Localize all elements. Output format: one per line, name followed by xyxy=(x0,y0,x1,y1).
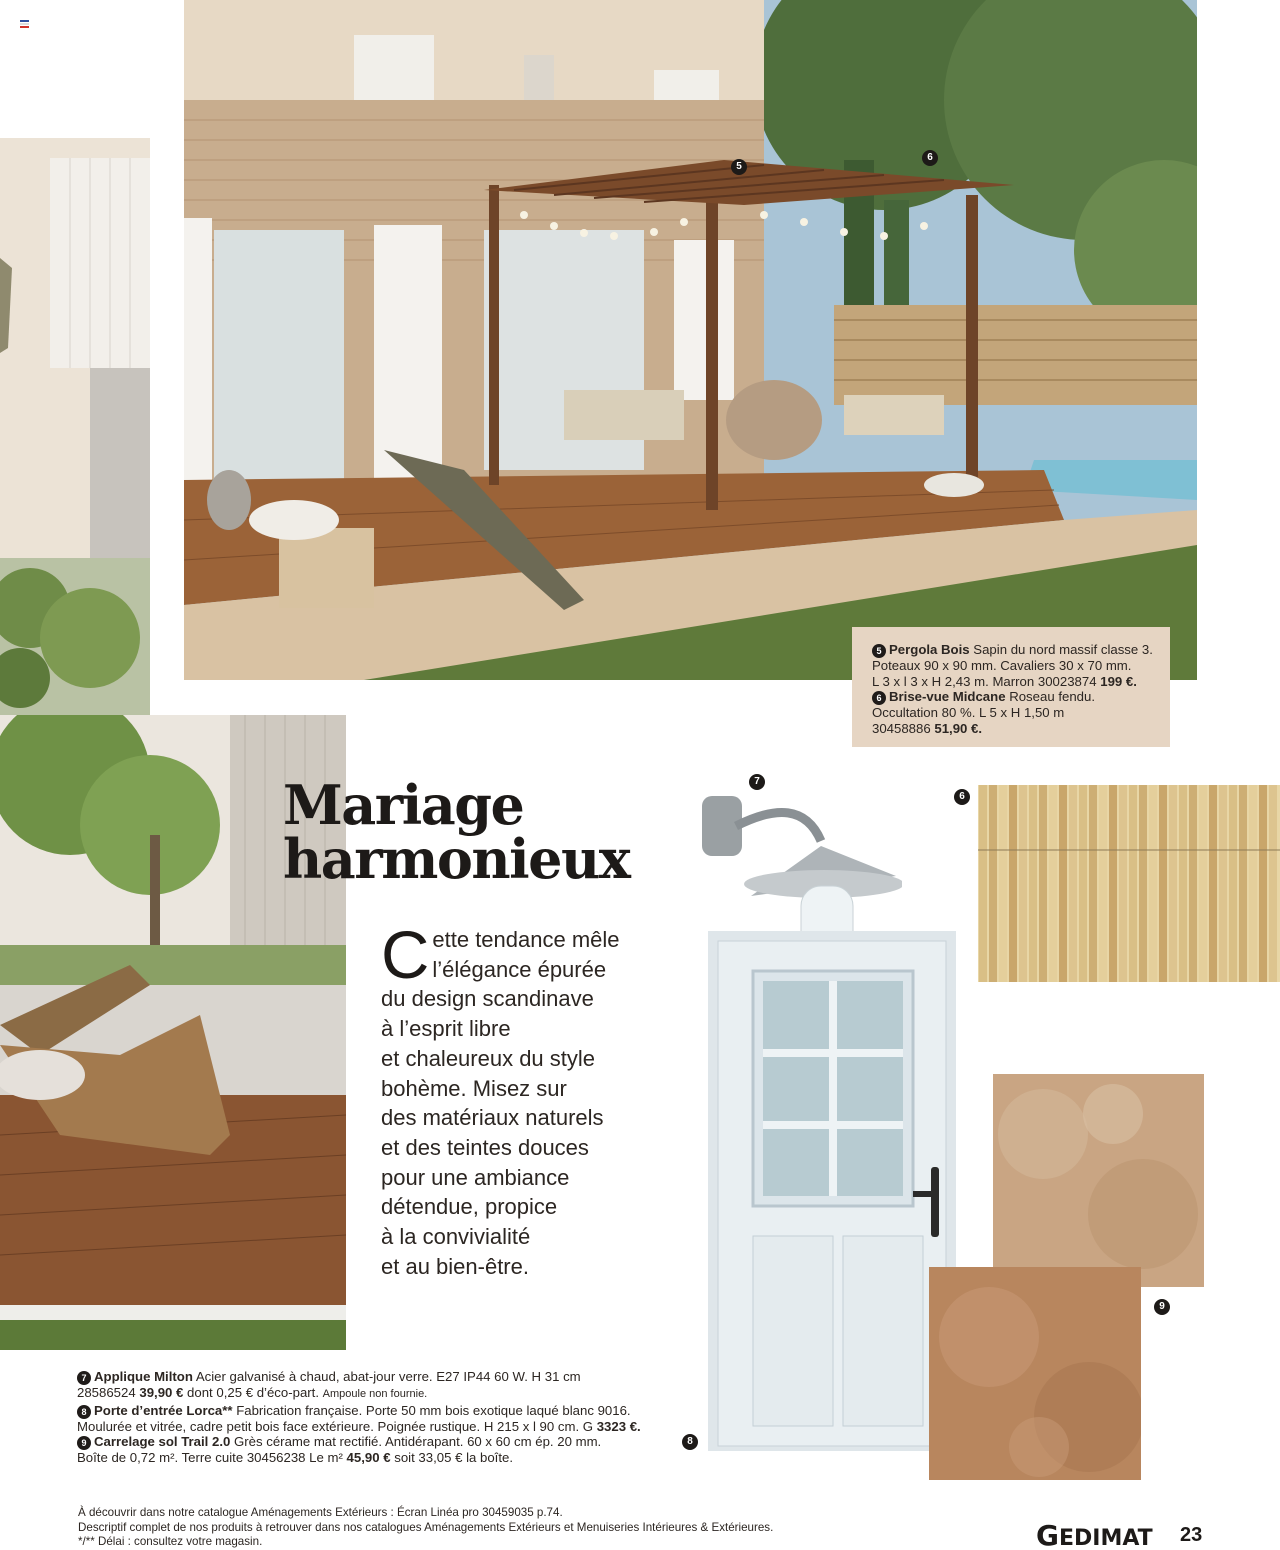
reed-stalk xyxy=(1119,785,1127,982)
product-desc-door: Fabrication française. Porte 50 mm bois exotique laqué blanc 9016. xyxy=(236,1402,631,1418)
entry-door-image xyxy=(708,931,956,1451)
intro-line: bohème. Misez sur xyxy=(381,1075,567,1101)
badge-7: 7 xyxy=(77,1371,91,1385)
reed-stalk xyxy=(1209,785,1217,982)
eco-part-lamp: dont 0,25 € d’éco-part. xyxy=(187,1385,319,1400)
reed-screen-image xyxy=(978,785,1280,982)
product-name-brisevue: Brise-vue Midcane xyxy=(889,689,1006,704)
tile-sample-back xyxy=(993,1074,1204,1287)
reed-stalk xyxy=(1019,785,1027,982)
reed-stalk xyxy=(979,785,987,982)
reed-stalk xyxy=(989,785,997,982)
product-desc-tile: Grès cérame mat rectifié. Antidérapant. 60 x 60 cm ép. 20 mm. xyxy=(234,1434,602,1449)
tile-sample-front xyxy=(929,1267,1141,1480)
reed-stalk xyxy=(1169,785,1177,982)
desc-tile-2: Boîte de 0,72 m². Terre cuite 30456238 Le m² xyxy=(77,1450,343,1465)
headline-line1: Mariage xyxy=(283,773,524,837)
intro-line: l’élégance épurée xyxy=(432,956,607,982)
price-tile: 45,90 € xyxy=(346,1450,391,1465)
reed-stalk xyxy=(1129,785,1137,982)
reed-stalk xyxy=(1179,785,1187,982)
headline xyxy=(283,773,630,891)
reed-stalk xyxy=(1039,785,1047,982)
product-name-lamp: Applique Milton xyxy=(94,1369,193,1384)
reed-stalk xyxy=(1269,785,1277,982)
badge-5: 5 xyxy=(872,644,886,658)
footer-line: */** Délai : consultez votre magasin. xyxy=(78,1535,263,1548)
product-8-price-line xyxy=(77,1419,687,1435)
page-number: 23 xyxy=(1180,1524,1203,1546)
price-lamp: 39,90 € xyxy=(139,1385,184,1400)
caption-line: Occultation 80 %. L 5 x H 1,50 m xyxy=(872,705,1065,720)
caption-line: Poteaux 90 x 90 mm. Cavaliers 30 x 70 mm. xyxy=(872,658,1132,673)
badge-9: 9 xyxy=(77,1436,91,1450)
caption-ref: L 3 x l 3 x H 2,43 m. Marron 30023874 xyxy=(872,673,1097,689)
reed-stalk xyxy=(1229,785,1237,982)
note-lamp: Ampoule non fournie. xyxy=(322,1388,428,1400)
product-7 xyxy=(77,1369,687,1385)
callout-7: 7 xyxy=(749,774,765,790)
reed-stalk xyxy=(1099,785,1107,982)
reed-stalk xyxy=(1249,785,1257,982)
callout-6: 6 xyxy=(922,150,938,166)
caption-ref: 30458886 xyxy=(872,720,931,736)
caption-line xyxy=(872,721,1160,737)
callout-5: 5 xyxy=(731,159,747,175)
brand-logo-rest: EDIMAT xyxy=(1058,1526,1153,1550)
footer-line: À découvrir dans notre catalogue Aménagements Extérieurs : Écran Linéa pro 30459035 p.74. xyxy=(78,1506,563,1519)
footer-notes xyxy=(78,1506,773,1550)
product-name-tile: Carrelage sol Trail 2.0 xyxy=(94,1434,231,1449)
intro-line: ette tendance mêle xyxy=(432,927,620,952)
pergola-terrace-photo xyxy=(184,0,1197,680)
reed-stalk xyxy=(1219,785,1227,982)
price-pergola: 199 €. xyxy=(1100,673,1137,689)
product-desc-pergola: Sapin du nord massif classe 3. xyxy=(973,642,1153,657)
reed-stalk xyxy=(1139,785,1147,982)
product-name-door: Porte d’entrée Lorca** xyxy=(94,1402,233,1418)
badge-6: 6 xyxy=(872,691,886,705)
reed-stalk xyxy=(1149,785,1157,982)
intro-line: à l’esprit libre xyxy=(381,1016,511,1042)
caption-item-6 xyxy=(872,689,1160,705)
intro-line: des matériaux naturels xyxy=(381,1105,604,1131)
intro-paragraph xyxy=(381,918,701,1281)
reed-stalk xyxy=(1079,785,1087,982)
callout-8: 8 xyxy=(682,1434,698,1450)
intro-line: et chaleureux du style xyxy=(381,1045,596,1071)
reed-stalk xyxy=(1159,785,1167,982)
intro-line: du design scandinave xyxy=(381,986,594,1012)
intro-line: détendue, propice xyxy=(381,1194,558,1220)
price-door: 3323 €. xyxy=(596,1418,641,1434)
suffix-tile: soit 33,05 € la boîte. xyxy=(394,1450,513,1465)
reed-stalk xyxy=(1239,785,1247,982)
product-desc-brisevue: Roseau fendu. xyxy=(1009,689,1095,704)
price-brisevue: 51,90 €. xyxy=(934,720,983,736)
caption-pergola-brisevue xyxy=(852,627,1170,747)
product-8 xyxy=(77,1403,687,1419)
caption-item-5 xyxy=(872,642,1160,658)
reed-stalk xyxy=(1059,785,1067,982)
caption-line xyxy=(872,674,1160,690)
intro-line: pour une ambiance xyxy=(381,1164,570,1190)
badge-8: 8 xyxy=(77,1405,91,1419)
product-7-price-line xyxy=(77,1385,687,1403)
reed-stalk xyxy=(1109,785,1117,982)
left-facade-photo xyxy=(0,138,150,715)
callout-6-reed: 6 xyxy=(954,789,970,805)
product-desc-lamp: Acier galvanisé à chaud, abat-jour verre. E27 IP44 60 W. H 31 cm xyxy=(195,1369,581,1384)
product-9 xyxy=(77,1434,687,1450)
headline-line2: harmonieux xyxy=(283,827,630,891)
product-name-pergola: Pergola Bois xyxy=(889,642,970,657)
reed-stalk xyxy=(1069,785,1077,982)
reed-stalk xyxy=(1259,785,1267,982)
product-9-price-line xyxy=(77,1450,687,1466)
intro-line: à la convivialité xyxy=(381,1224,531,1250)
reed-stalk xyxy=(999,785,1007,982)
reed-stalk xyxy=(1089,785,1097,982)
ref-lamp: 28586524 xyxy=(77,1385,136,1400)
reed-stalk xyxy=(1199,785,1207,982)
brand-logo xyxy=(1036,1519,1153,1550)
desc-door-2: Moulurée et vitrée, cadre petit bois face extérieure. Poignée rustique. H 215 x l 90 cm. G xyxy=(77,1418,594,1434)
brand-logo-initial: G xyxy=(1036,1519,1059,1550)
reed-stalk xyxy=(1049,785,1057,982)
intro-line: et des teintes douces xyxy=(381,1134,589,1160)
product-descriptions xyxy=(77,1369,687,1466)
footer-line: Descriptif complet de nos produits à retrouver dans nos catalogues Aménagements Extérieurs et Menuiseries Intérieures & Extérieures. xyxy=(78,1520,774,1534)
dropcap: C xyxy=(381,918,430,993)
reed-stalk xyxy=(1189,785,1197,982)
intro-line: et au bien-être. xyxy=(381,1253,529,1279)
callout-9: 9 xyxy=(1154,1299,1170,1315)
flag-mark xyxy=(20,20,29,27)
reed-stalk xyxy=(1009,785,1017,982)
reed-stalk xyxy=(1029,785,1037,982)
